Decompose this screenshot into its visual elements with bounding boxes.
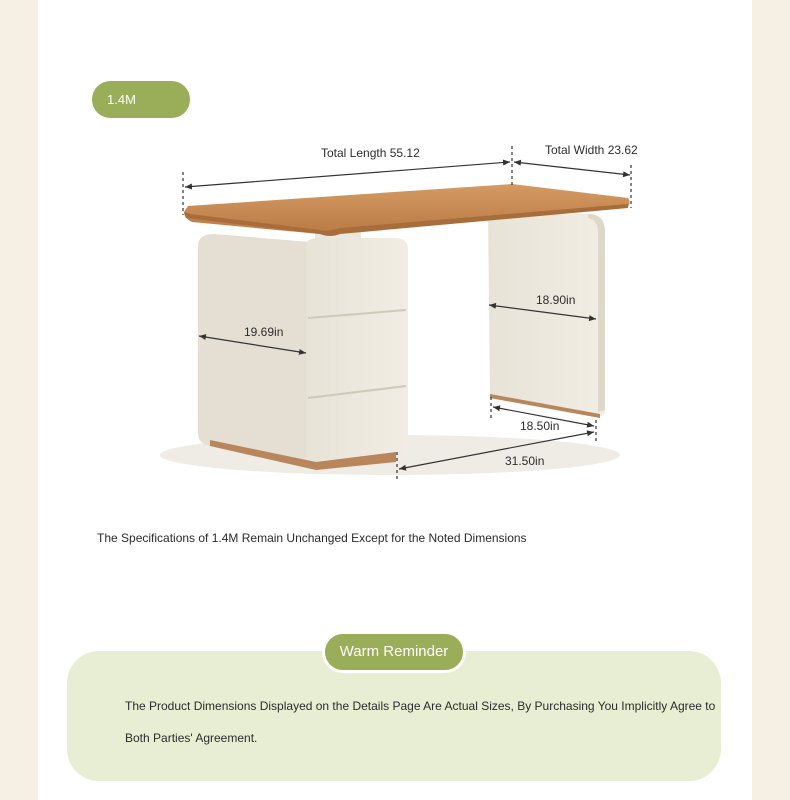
reminder-title: Warm Reminder (322, 631, 466, 673)
cabinet-depth-label: 19.69in (244, 325, 284, 339)
gap-label: 31.50in (505, 454, 545, 468)
leg-base-label: 18.50in (520, 419, 560, 433)
specification-note: The Specifications of 1.4M Remain Unchanged Except for the Noted Dimensions (97, 531, 527, 545)
total-width-label: Total Width 23.62 (545, 143, 638, 157)
leg-depth-label: 18.90in (536, 293, 576, 307)
total-length-label: Total Length 55.12 (321, 146, 420, 160)
reminder-text: The Product Dimensions Displayed on the Details Page Are Actual Sizes, By Purchasing You Implicitly Agree to Both Parties' Agreement. (125, 699, 716, 745)
desk-panel-leg (488, 214, 605, 418)
size-tag: 1.4M (92, 81, 190, 118)
